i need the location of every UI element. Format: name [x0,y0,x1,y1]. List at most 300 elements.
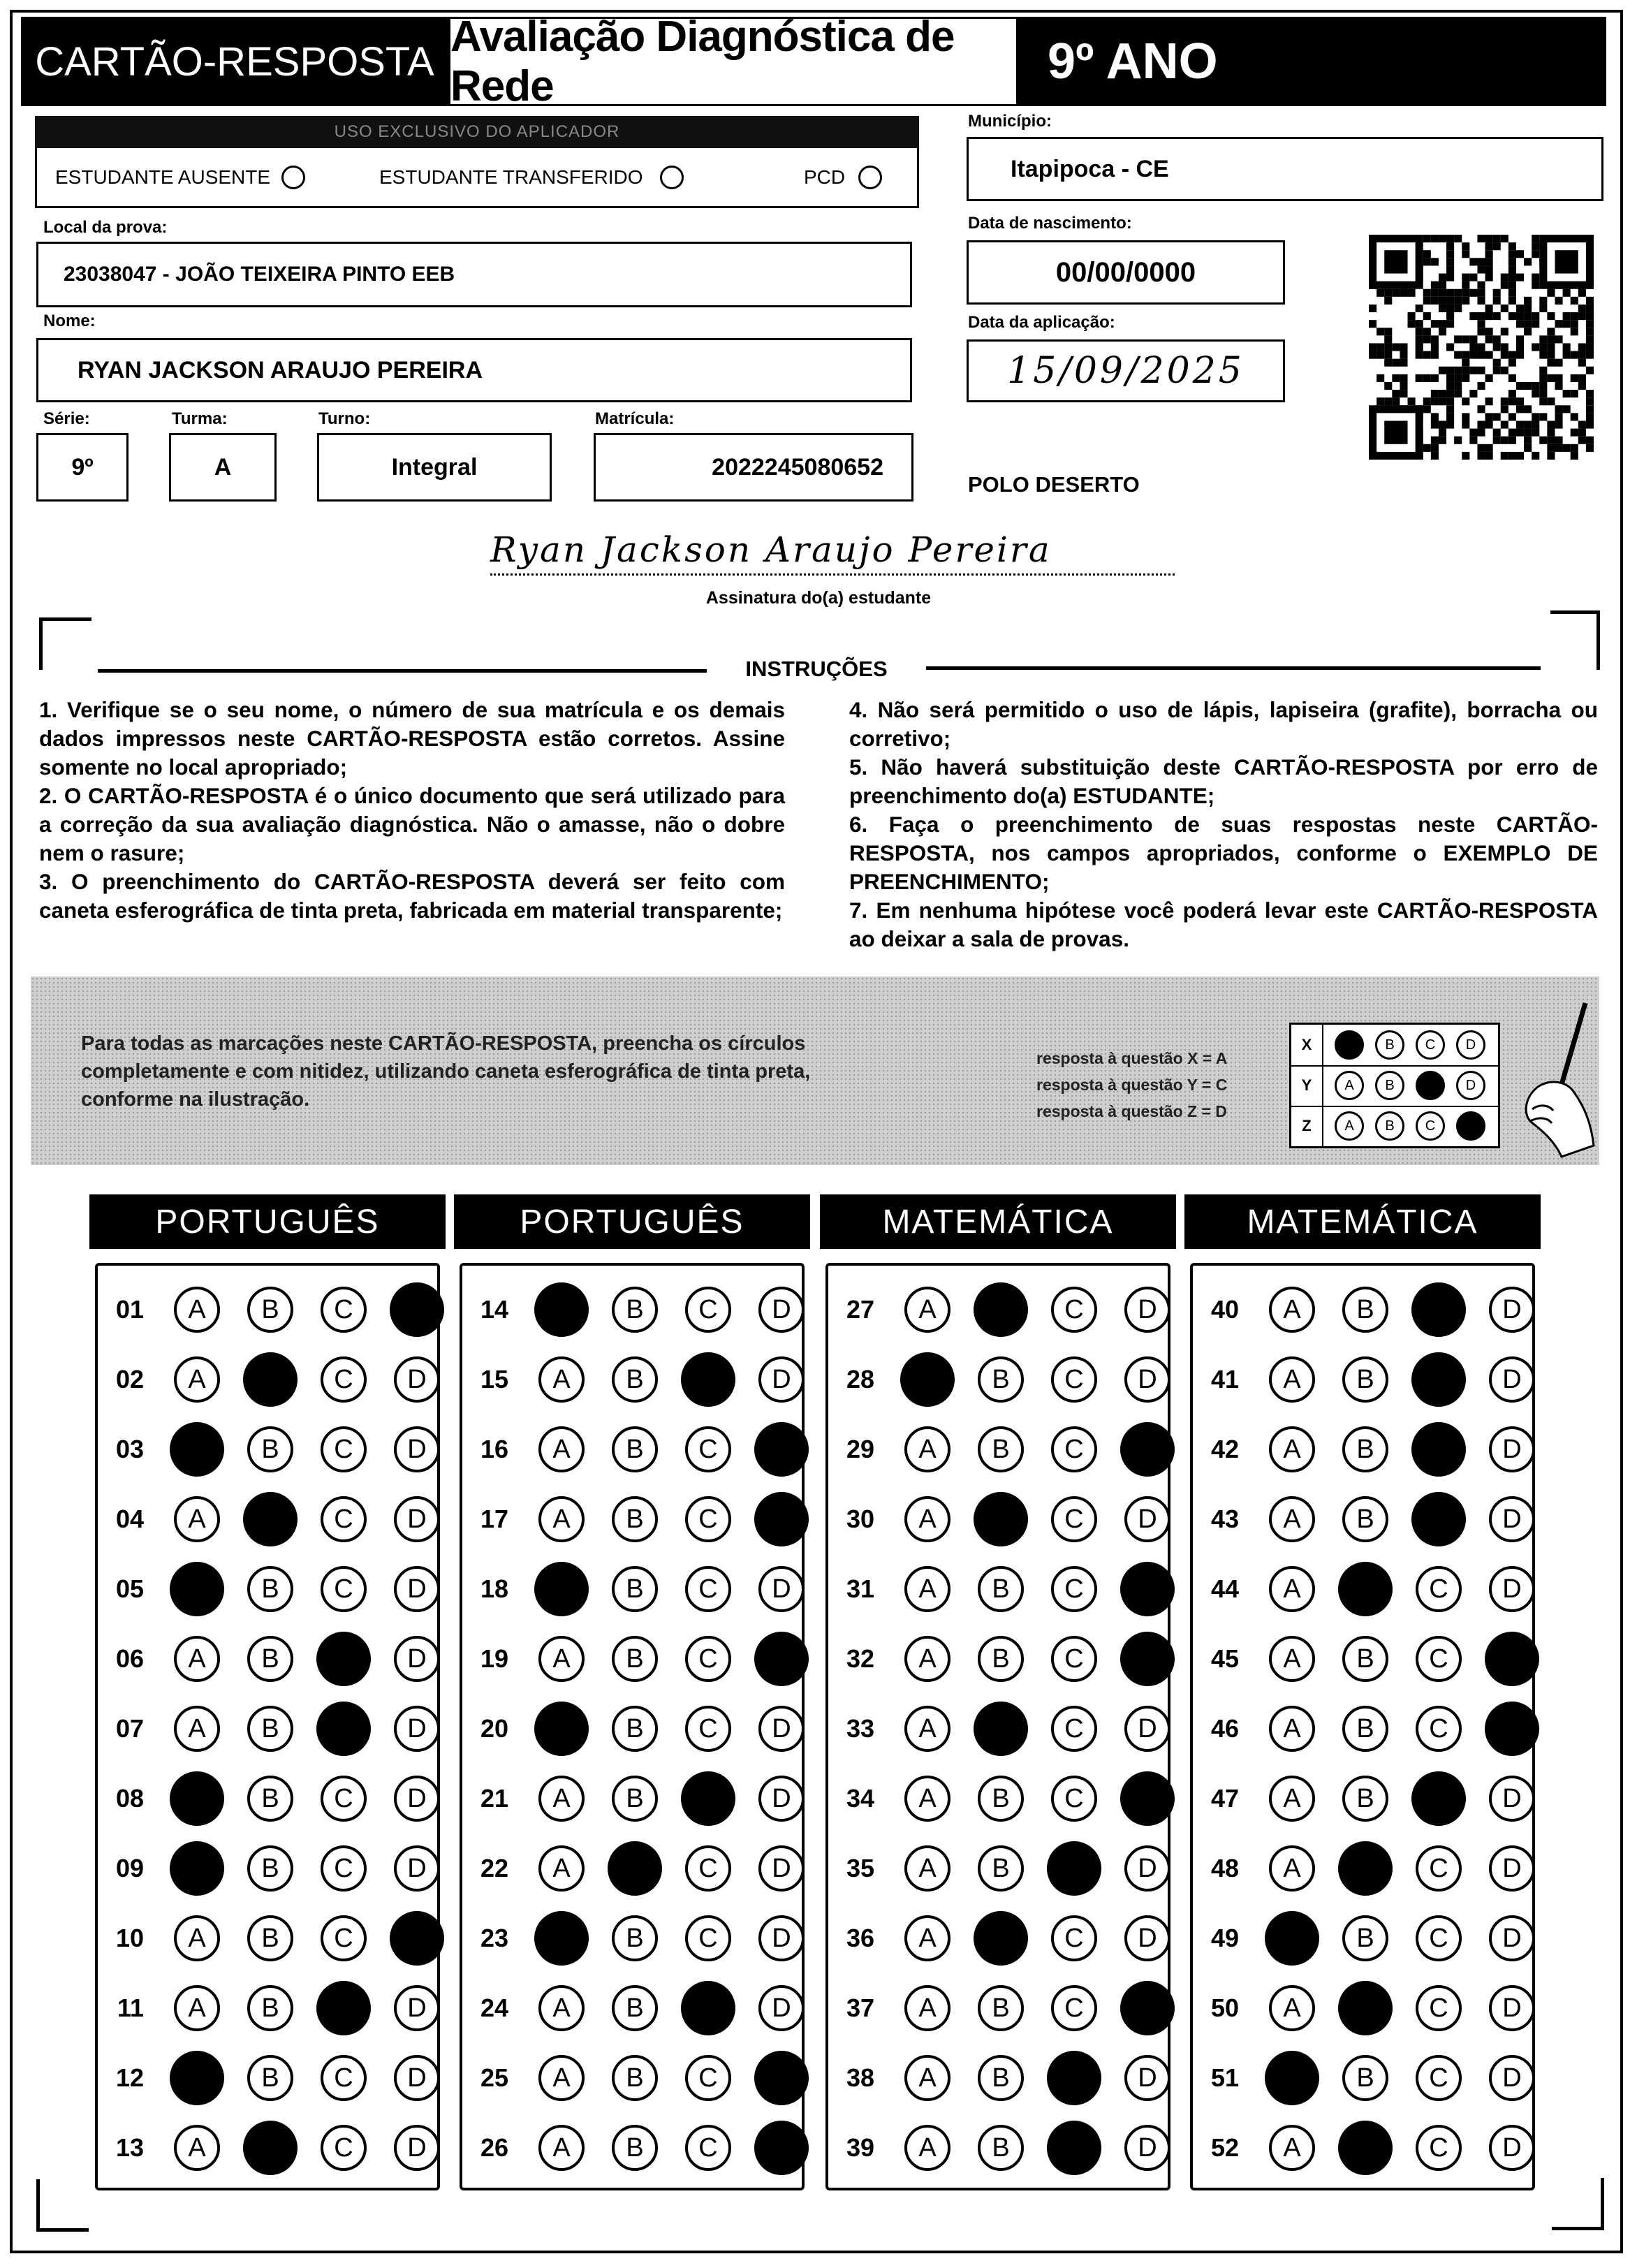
answer-bubble-a[interactable]: A [174,1287,220,1333]
answer-bubble-d[interactable]: D [754,1492,809,1546]
answer-bubble-d[interactable]: D [754,1422,809,1477]
answer-bubble-b[interactable]: B [608,1841,662,1896]
legend-line: resposta à questão Z = D [1036,1102,1227,1120]
answer-bubble-b[interactable]: B [978,1356,1024,1403]
answer-bubble-c[interactable]: C [1047,1841,1101,1896]
answer-bubble-a[interactable]: A [174,1496,220,1542]
question-number: 35 [846,1854,874,1882]
question-number: 38 [846,2063,874,2092]
question-number: 31 [846,1574,874,1603]
answer-bubble-d[interactable]: D [1124,1356,1170,1403]
answer-bubble-c[interactable]: C [316,1981,371,2035]
answer-bubble-d[interactable]: D [1489,1776,1535,1822]
example-bubble-d [1456,1111,1485,1141]
answer-bubble-b[interactable]: B [1342,1426,1388,1472]
answer-bubble-c[interactable]: C [685,1845,731,1892]
example-question-label: Z [1291,1106,1323,1146]
question-row [1193,1764,1535,1833]
serie-field: 9º [36,433,129,502]
municipio-field: Itapipoca - CE [967,137,1603,201]
answer-bubble-d[interactable]: D [394,1496,440,1542]
answer-bubble-b[interactable]: B [612,1706,658,1752]
corner-mark [39,617,91,670]
question-number: 49 [1210,1924,1239,1952]
answer-bubble-b[interactable]: B [1342,1496,1388,1542]
answer-bubble-a[interactable]: A [1269,1985,1315,2031]
answer-bubble-a[interactable]: A [174,1985,220,2031]
answer-bubble-a[interactable]: A [538,1776,585,1822]
answer-bubble-d[interactable]: D [1489,1426,1535,1472]
example-bubble-c: C [1416,1030,1445,1060]
answer-bubble-b[interactable]: B [978,1566,1024,1612]
answer-bubble-c[interactable]: C [316,1632,371,1686]
answer-bubble-d[interactable]: D [394,2125,440,2171]
answer-bubble-c[interactable]: C [1416,1845,1462,1892]
answer-bubble-c[interactable]: C [1416,1636,1462,1682]
answer-bubble-d[interactable]: D [754,1632,809,1686]
answer-bubble-d[interactable]: D [758,1287,805,1333]
answer-bubble-c[interactable]: C [321,1356,367,1403]
answer-bubble-a[interactable]: A [904,1706,950,1752]
application-date-label: Data da aplicação: [968,313,1115,332]
example-bubble-a [1335,1030,1364,1060]
answer-bubble-c[interactable]: C [685,2055,731,2101]
answer-bubble-d[interactable]: D [758,1915,805,1961]
answer-bubble-b[interactable]: B [974,1911,1028,1966]
answer-bubble-a[interactable]: A [1265,2051,1319,2105]
answer-bubble-d[interactable]: D [1489,1915,1535,1961]
answer-bubble-b[interactable]: B [612,1287,658,1333]
example-bubble-c: C [1416,1111,1445,1141]
answer-bubble-b[interactable]: B [1342,1706,1388,1752]
evaluation-title: Avaliação Diagnóstica de Rede [448,17,1018,106]
answer-bubble-c[interactable]: C [1051,1566,1097,1612]
question-row [1193,1695,1535,1763]
answer-bubble-c[interactable]: C [1411,1422,1466,1477]
question-number: 50 [1210,1993,1239,2022]
question-row [462,1485,805,1553]
answer-bubble-a[interactable]: A [904,1636,950,1682]
question-row [98,1834,440,1903]
answer-bubble-d[interactable]: D [394,1845,440,1892]
answer-bubble-d[interactable]: D [394,1706,440,1752]
question-row [828,1555,1170,1623]
answer-bubble-b[interactable]: B [612,1356,658,1403]
question-column [825,1263,1170,2190]
answer-bubble-d[interactable]: D [758,1706,805,1752]
answer-bubble-d[interactable]: D [754,2121,809,2175]
answer-bubble-b[interactable]: B [612,1426,658,1472]
answer-bubble-a[interactable]: A [538,1356,585,1403]
question-number: 04 [115,1505,144,1533]
answer-bubble-b[interactable]: B [243,1492,298,1546]
answer-bubble-a[interactable]: A [534,1702,589,1756]
answer-bubble-a[interactable]: A [1269,1426,1315,1472]
answer-bubble-a[interactable]: A [904,1845,950,1892]
question-number: 02 [115,1365,144,1393]
answer-bubble-d[interactable]: D [754,2051,809,2105]
answer-bubble-c[interactable]: C [685,1287,731,1333]
question-number: 07 [115,1714,144,1743]
answer-bubble-c[interactable]: C [1051,1356,1097,1403]
pcd-label: PCD [804,166,846,188]
answer-bubble-b[interactable]: B [247,1426,293,1472]
example-bubble-a: A [1335,1111,1364,1141]
answer-bubble-b[interactable]: B [247,1985,293,2031]
answer-bubble-a[interactable]: A [904,2125,950,2171]
question-number: 46 [1210,1714,1239,1743]
answer-bubble-b[interactable]: B [1342,1636,1388,1682]
answer-bubble-d[interactable]: D [1120,1981,1175,2035]
question-number: 16 [480,1435,508,1463]
answer-bubble-c[interactable]: C [1416,2055,1462,2101]
answer-bubble-b[interactable]: B [612,2125,658,2171]
answer-bubble-d[interactable]: D [1124,1845,1170,1892]
answer-bubble-a[interactable]: A [170,2051,224,2105]
answer-bubble-a[interactable]: A [538,1496,585,1542]
answer-bubble-c[interactable]: C [321,1566,367,1612]
answer-bubble-b[interactable]: B [247,1776,293,1822]
question-row [98,1764,440,1833]
question-row [1193,1834,1535,1903]
answer-bubble-a[interactable]: A [534,1282,589,1337]
question-number: 23 [480,1924,508,1952]
question-number: 05 [115,1574,144,1603]
answer-bubble-d[interactable]: D [1124,1496,1170,1542]
answer-bubble-b[interactable]: B [247,1706,293,1752]
turno-field: Integral [317,433,552,502]
corner-mark [1552,2178,1604,2230]
divider [98,669,707,673]
answer-bubble-a[interactable]: A [1269,1776,1315,1822]
answer-bubble-a[interactable]: A [1269,1287,1315,1333]
answer-bubble-d[interactable]: D [1124,2055,1170,2101]
answer-bubble-d[interactable]: D [390,1911,444,1966]
answer-bubble-c[interactable]: C [1411,1492,1466,1546]
answer-bubble-d[interactable]: D [1120,1632,1175,1686]
answer-bubble-a[interactable]: A [170,1422,224,1477]
answer-bubble-d[interactable]: D [1489,1496,1535,1542]
answer-bubble-a[interactable]: A [174,1636,220,1682]
answer-bubble-a[interactable]: A [538,1845,585,1892]
answer-bubble-a[interactable]: A [1269,1356,1315,1403]
municipio-label: Município: [968,112,1052,131]
answer-bubble-b[interactable]: B [1338,1981,1393,2035]
answer-bubble-c[interactable]: C [321,1845,367,1892]
answer-bubble-c[interactable]: C [321,1776,367,1822]
answer-bubble-a[interactable]: A [174,1915,220,1961]
answer-bubble-a[interactable]: A [174,1706,220,1752]
answer-bubble-d[interactable]: D [1489,1845,1535,1892]
answer-bubble-d[interactable]: D [1124,1287,1170,1333]
example-bubble-a: A [1335,1071,1364,1100]
answer-bubble-c[interactable]: C [1051,1706,1097,1752]
local-label: Local da prova: [43,218,168,237]
question-number: 22 [480,1854,508,1882]
answer-bubble-a[interactable]: A [1269,1496,1315,1542]
answer-bubble-d[interactable]: D [1124,2125,1170,2171]
answer-bubble-a[interactable]: A [1269,1636,1315,1682]
answer-bubble-d[interactable]: D [758,1845,805,1892]
answer-bubble-a[interactable]: A [538,2055,585,2101]
answer-bubble-b[interactable]: B [978,2055,1024,2101]
card-title: CARTÃO-RESPOSTA [21,17,448,106]
answer-bubble-b[interactable]: B [1338,1841,1393,1896]
answer-bubble-a[interactable]: A [174,2125,220,2171]
answer-bubble-a[interactable]: A [1269,1706,1315,1752]
answer-bubble-b[interactable]: B [612,1985,658,2031]
answer-bubble-c[interactable]: C [321,1426,367,1472]
answer-bubble-b[interactable]: B [974,1702,1028,1756]
answer-bubble-a[interactable]: A [538,2125,585,2171]
answer-bubble-c[interactable]: C [1051,1985,1097,2031]
answer-bubble-d[interactable]: D [758,1356,805,1403]
answer-bubble-a[interactable]: A [538,1985,585,2031]
answer-bubble-b[interactable]: B [612,2055,658,2101]
answer-bubble-a[interactable]: A [904,1287,950,1333]
answer-bubble-a[interactable]: A [538,1636,585,1682]
answer-bubble-a[interactable]: A [170,1771,224,1826]
answer-bubble-d[interactable]: D [1489,1985,1535,2031]
corner-mark [1550,610,1600,670]
question-number: 30 [846,1505,874,1533]
question-number: 15 [480,1365,508,1393]
answer-bubble-d[interactable]: D [1124,1915,1170,1961]
question-number: 33 [846,1714,874,1743]
question-number: 08 [115,1784,144,1813]
answer-bubble-c[interactable]: C [1051,1915,1097,1961]
answer-bubble-c[interactable]: C [1047,2121,1101,2175]
answer-bubble-a[interactable]: A [174,1356,220,1403]
answer-bubble-b[interactable]: B [612,1776,658,1822]
answer-bubble-b[interactable]: B [247,1287,293,1333]
answer-bubble-c[interactable]: C [321,1915,367,1961]
answer-bubble-d[interactable]: D [394,1776,440,1822]
answer-bubble-c[interactable]: C [1051,1636,1097,1682]
answer-bubble-d[interactable]: D [1485,1632,1539,1686]
answer-bubble-d[interactable]: D [1489,1356,1535,1403]
answer-bubble-c[interactable]: C [681,1352,735,1407]
example-legend [1036,1045,1227,1125]
answer-bubble-c[interactable]: C [321,1496,367,1542]
serie-label: Série: [43,409,90,428]
answer-bubble-b[interactable]: B [978,1776,1024,1822]
answer-bubble-b[interactable]: B [247,1636,293,1682]
answer-bubble-a[interactable]: A [170,1841,224,1896]
answer-bubble-b[interactable]: B [1342,2055,1388,2101]
answer-bubble-b[interactable]: B [243,1352,298,1407]
answer-bubble-c[interactable]: C [1416,1915,1462,1961]
question-row [1193,2114,1535,2182]
answer-bubble-b[interactable]: B [1338,1562,1393,1616]
question-number: 51 [1210,2063,1239,2092]
answer-bubble-d[interactable]: D [1485,1702,1539,1756]
answer-bubble-b[interactable]: B [243,2121,298,2175]
answer-bubble-a[interactable]: A [900,1352,955,1407]
answer-bubble-a[interactable]: A [538,1426,585,1472]
instructions-title: INSTRUÇÕES [745,657,888,681]
answer-bubble-b[interactable]: B [1342,1356,1388,1403]
answer-bubble-d[interactable]: D [758,1985,805,2031]
question-row [462,2044,805,2112]
answer-bubble-b[interactable]: B [247,1566,293,1612]
example-row [1291,1065,1498,1107]
hand-with-pen-icon [1489,999,1598,1159]
answer-bubble-c[interactable]: C [1051,1496,1097,1542]
answer-bubble-c[interactable]: C [321,2125,367,2171]
absent-radio[interactable] [281,166,305,189]
answer-bubble-b[interactable]: B [978,1845,1024,1892]
answer-bubble-c[interactable]: C [1411,1282,1466,1337]
answer-bubble-c[interactable]: C [1411,1352,1466,1407]
answer-bubble-b[interactable]: B [978,2125,1024,2171]
question-row [828,1904,1170,1973]
absent-label: ESTUDANTE AUSENTE [55,166,271,188]
question-row [98,1555,440,1623]
answer-bubble-d[interactable]: D [394,1636,440,1682]
subject-header: MATEMÁTICA [820,1194,1176,1249]
question-row [828,2114,1170,2182]
answer-bubble-b[interactable]: B [1342,1287,1388,1333]
answer-bubble-a[interactable]: A [534,1911,589,1966]
instruction-item: 4. Não será permitido o uso de lápis, lapiseira (grafite), borracha ou corretivo; [849,697,1598,751]
answer-bubble-c[interactable]: C [681,1981,735,2035]
answer-bubble-a[interactable]: A [170,1562,224,1616]
answer-bubble-c[interactable]: C [321,2055,367,2101]
answer-bubble-c[interactable]: C [685,1496,731,1542]
example-question-label: Y [1291,1065,1323,1106]
answer-bubble-c[interactable]: C [1416,1566,1462,1612]
question-row [98,1625,440,1693]
answer-bubble-c[interactable]: C [1411,1771,1466,1826]
answer-bubble-c[interactable]: C [1051,1426,1097,1472]
question-number: 19 [480,1644,508,1673]
answer-bubble-d[interactable]: D [758,1566,805,1612]
question-column [1190,1263,1535,2190]
instruction-item: 7. Em nenhuma hipótese você poderá levar este CARTÃO-RESPOSTA ao deixar a sala de provas. [849,898,1598,951]
answer-bubble-d[interactable]: D [1120,1562,1175,1616]
answer-bubble-c[interactable]: C [685,1706,731,1752]
answer-bubble-b[interactable]: B [1342,1776,1388,1822]
answer-bubble-a[interactable]: A [904,1985,950,2031]
answer-bubble-c[interactable]: C [1416,1985,1462,2031]
answer-bubble-a[interactable]: A [534,1562,589,1616]
subject-header: PORTUGUÊS [89,1194,446,1249]
turma-field: A [169,433,277,502]
question-row [828,1485,1170,1553]
question-row [98,1485,440,1553]
answer-bubble-d[interactable]: D [394,1566,440,1612]
answer-bubble-c[interactable]: C [1416,2125,1462,2171]
answer-bubble-b[interactable]: B [612,1496,658,1542]
answer-bubble-b[interactable]: B [974,1282,1028,1337]
answer-bubble-b[interactable]: B [978,1426,1024,1472]
answer-bubble-b[interactable]: B [612,1915,658,1961]
answer-bubble-a[interactable]: A [904,1566,950,1612]
answer-bubble-b[interactable]: B [1342,1915,1388,1961]
question-row [462,1834,805,1903]
question-number: 52 [1210,2133,1239,2162]
answer-bubble-c[interactable]: C [316,1702,371,1756]
answer-bubble-a[interactable]: A [1269,1845,1315,1892]
answer-bubble-c[interactable]: C [1051,1287,1097,1333]
answer-bubble-c[interactable]: C [1416,1706,1462,1752]
answer-bubble-c[interactable]: C [685,1566,731,1612]
answer-bubble-d[interactable]: D [1489,2055,1535,2101]
answer-bubble-a[interactable]: A [1269,1566,1315,1612]
pcd-radio[interactable] [858,166,882,189]
question-row [462,2114,805,2182]
transferred-radio[interactable] [660,166,684,189]
answer-bubble-d[interactable]: D [1489,1566,1535,1612]
instructions-right [849,696,1598,953]
answer-bubble-b[interactable]: B [612,1636,658,1682]
example-text: Para todas as marcações neste CARTÃO-RESPOSTA, preencha os círculos completamente e com nitidez, utilizando caneta esferográfica de tinta preta, conforme na ilustração. [81,1032,811,1111]
answer-bubble-b[interactable]: B [247,1915,293,1961]
question-row [462,1275,805,1344]
answer-bubble-d[interactable]: D [758,1776,805,1822]
example-bubble-b: B [1375,1111,1404,1141]
answer-bubble-d[interactable]: D [1489,2125,1535,2171]
answer-bubble-c[interactable]: C [685,2125,731,2171]
answer-bubble-d[interactable]: D [390,1282,444,1337]
question-number: 43 [1210,1505,1239,1533]
example-bubble-d: D [1456,1030,1485,1060]
answer-bubble-c[interactable]: C [685,1915,731,1961]
answer-bubble-b[interactable]: B [612,1566,658,1612]
corner-mark [36,2179,89,2232]
answer-bubble-b[interactable]: B [974,1492,1028,1546]
answer-bubble-d[interactable]: D [394,2055,440,2101]
question-row [1193,1555,1535,1623]
answer-bubble-a[interactable]: A [904,1496,950,1542]
answer-bubble-d[interactable]: D [1124,1706,1170,1752]
answer-bubble-a[interactable]: A [904,2055,950,2101]
answer-bubble-b[interactable]: B [247,2055,293,2101]
answer-bubble-a[interactable]: A [904,1426,950,1472]
answer-bubble-c[interactable]: C [1047,2051,1101,2105]
answer-bubble-b[interactable]: B [247,1845,293,1892]
answer-bubble-a[interactable]: A [1265,1911,1319,1966]
answer-bubble-d[interactable]: D [394,1985,440,2031]
answer-bubble-a[interactable]: A [1269,2125,1315,2171]
answer-bubble-c[interactable]: C [321,1287,367,1333]
example-bubble-b: B [1375,1030,1404,1060]
name-label: Nome: [43,312,96,330]
question-row [98,2044,440,2112]
grade-title: 9º ANO [1018,17,1606,106]
answer-bubble-d[interactable]: D [1120,1771,1175,1826]
answer-bubble-d[interactable]: D [394,1356,440,1403]
answer-bubble-c[interactable]: C [685,1426,731,1472]
answer-bubble-c[interactable]: C [1051,1776,1097,1822]
answer-bubble-c[interactable]: C [685,1636,731,1682]
answer-bubble-b[interactable]: B [1338,2121,1393,2175]
answer-bubble-a[interactable]: A [904,1776,950,1822]
matricula-label: Matrícula: [595,409,675,428]
answer-bubble-b[interactable]: B [978,1636,1024,1682]
answer-bubble-d[interactable]: D [1489,1287,1535,1333]
transferred-label: ESTUDANTE TRANSFERIDO [379,166,643,188]
answer-bubble-d[interactable]: D [1120,1422,1175,1477]
question-number: 18 [480,1574,508,1603]
instructions-left [39,696,785,925]
question-number: 40 [1210,1295,1239,1324]
answer-bubble-b[interactable]: B [978,1985,1024,2031]
answer-bubble-c[interactable]: C [681,1771,735,1826]
answer-bubble-d[interactable]: D [394,1426,440,1472]
answer-bubble-a[interactable]: A [904,1915,950,1961]
